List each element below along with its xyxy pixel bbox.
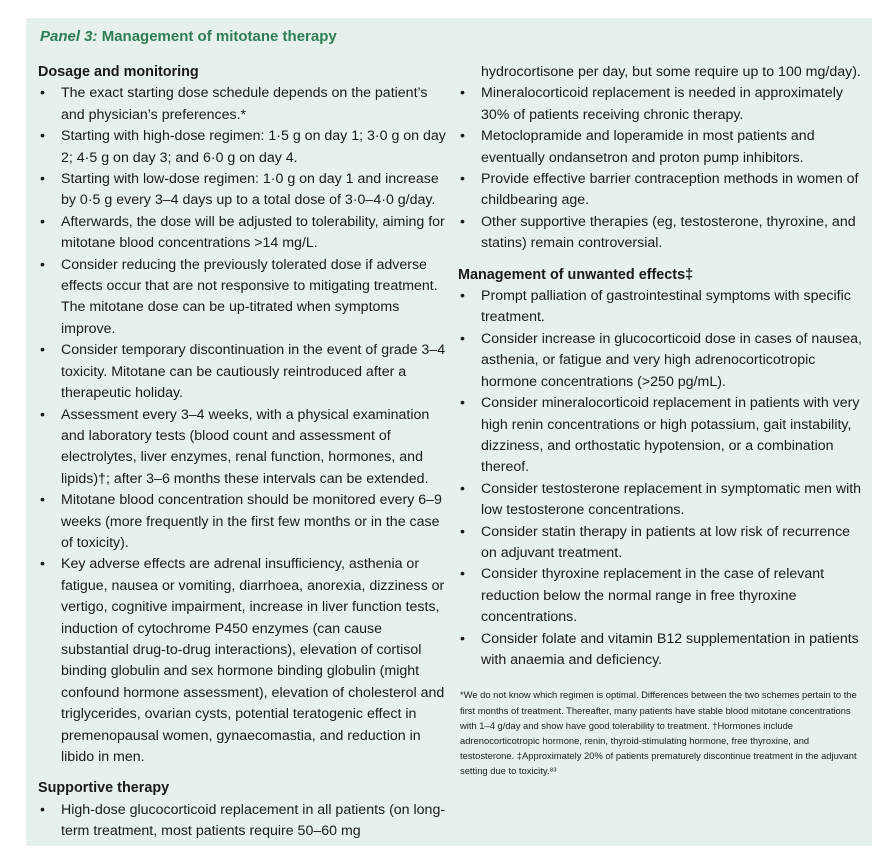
list-item: • Mitotane blood concentration should be monitored every 6–9 weeks (more frequently in the first few months or in the case of toxicity). (40, 492, 442, 551)
panel-number: Panel 3: (40, 28, 98, 45)
left-column (38, 62, 450, 843)
bullet: • (460, 523, 465, 540)
supportive-list (38, 800, 450, 843)
list-item: • High-dose glucocorticoid replacement in all patients (on long-term treatment, most patients require 50–60 mg (40, 801, 446, 840)
bullet: • (40, 171, 45, 188)
panel-3 (26, 18, 872, 846)
supportive-continued: hydrocortisone per day, but some require up to 100 mg/day). (481, 64, 861, 80)
list-item: • Assessment every 3–4 weeks, with a physical examination and laboratory tests (blood count and assessment of electrolytes, liver enzymes, renal function, hormones, and lipids)†; after 3–6 months these intervals can be extended. (40, 406, 430, 487)
supportive-list-continued (458, 83, 863, 254)
bullet: • (40, 213, 45, 230)
dosage-heading: Dosage and monitoring (38, 64, 199, 80)
unwanted-effects-list (458, 286, 863, 671)
bullet: • (460, 213, 465, 230)
bullet: • (460, 288, 465, 305)
bullet: • (460, 171, 465, 188)
list-item: • The exact starting dose schedule depends on the patient’s and physician’s preferences.* (40, 85, 428, 123)
bullet: • (40, 128, 45, 145)
bullet: • (40, 801, 45, 818)
list-item: • Consider testosterone replacement in symptomatic men with low testosterone concentrations. (460, 480, 862, 519)
list-item: • Consider folate and vitamin B12 supplementation in patients with anaemia and deficiency. (460, 630, 859, 668)
list-item: • Afterwards, the dose will be adjusted to tolerability, aiming for mitotane blood concentrations >14 mg/L. (40, 213, 445, 252)
list-item: • Consider temporary discontinuation in the event of grade 3–4 toxicity. Mitotane can be cautiously reintroduced after a therapeutic holiday. (40, 342, 446, 402)
list-item: • Mineralocorticoid replacement is needed in approximately 30% of patients receiving chronic therapy. (460, 85, 843, 123)
bullet: • (460, 128, 465, 145)
bullet: • (40, 85, 45, 102)
list-item: • Consider mineralocorticoid replacement in patients with very high renin concentrations or high potassium, gait instability, dizziness, and orthostatic hypotension, or a combination thereof. (460, 395, 860, 476)
bullet: • (460, 566, 465, 583)
bullet: • (460, 330, 465, 347)
list-item: • Consider reducing the previously tolerated dose if adverse effects occur that are not responsive to mitigating treatment. The mitotane dose can be up-titrated when symptoms improve. (40, 256, 438, 337)
supportive-heading: Supportive therapy (38, 780, 170, 797)
bullet: • (460, 85, 465, 102)
bullet: • (40, 556, 45, 573)
bullet: • (40, 342, 45, 359)
list-item: • Starting with low-dose regimen: 1·0 g on day 1 and increase by 0·5 g every 3–4 days up to a total dose of 3·0–4·0 g/day. (40, 171, 439, 209)
list-item: • Consider statin therapy in patients at low risk of recurrence on adjuvant treatment. (460, 523, 851, 561)
list-item: • Starting with high-dose regimen: 1·5 g on day 1; 3·0 g on day 2; 4·5 g on day 3; and 6·0 g on day 4. (40, 128, 446, 166)
bullet: • (40, 406, 45, 423)
list-item: • Consider increase in glucocorticoid dose in cases of nausea, asthenia, or fatigue and very high adrenocorticotropic hormone concentrations (>250 pg/mL). (460, 330, 862, 390)
list-item: • Other supportive therapies (eg, testosterone, thyroxine, and statins) remain controversial. (460, 213, 856, 252)
bullet: • (40, 492, 45, 509)
dosage-list (38, 83, 450, 768)
list-item: • Provide effective barrier contraception methods in women of childbearing age. (460, 171, 859, 209)
bullet: • (40, 256, 45, 273)
bullet: • (460, 395, 465, 412)
list-item: • Consider thyroxine replacement in the case of relevant reduction below the normal range in free thyroxine concentrations. (460, 566, 825, 626)
list-item: • Key adverse effects are adrenal insufficiency, asthenia or fatigue, nausea or vomiting, diarrhoea, anorexia, dizziness or vertigo, cognitive impairment, increase in liver function tests, induction of cytochrome P450 enzymes (can cause substantial drug-to-drug interactions), elevation of cortisol binding globulin and sex hormone binding globulin (might confound hormone assessment), elevation of cholesterol and triglycerides, ovarian cysts, potential teratogenic effect in premenopausal women, gynaecomastia, and reduction in libido in men. (40, 556, 445, 765)
bullet: • (460, 630, 465, 647)
unwanted-effects-heading: Management of unwanted effects‡ (458, 266, 694, 283)
panel-title (40, 28, 337, 45)
list-item: • Metoclopramide and loperamide in most patients and eventually ondansetron and proton pump inhibitors. (460, 128, 815, 166)
footnote: *We do not know which regimen is optimal. Differences between the two schemes pertain to the first months of treatment. Thereafter, many patients have stable blood mitotane concentrations with 1–4 g/day and show have good tolerability to treatment. †Hormones include adrenocorticotropic hormone, renin, thyroid-stimulating hormone, free thyroxine, and testosterone. ‡Approximately 20% of patients prematurely discontinue treatment in the adjuvant setting due to toxicity.⁸³ (460, 689, 857, 777)
right-column (458, 62, 863, 779)
bullet: • (460, 480, 465, 497)
list-item: • Prompt palliation of gastrointestinal symptoms with specific treatment. (460, 288, 851, 326)
panel-title-text: Management of mitotane therapy (97, 28, 337, 45)
